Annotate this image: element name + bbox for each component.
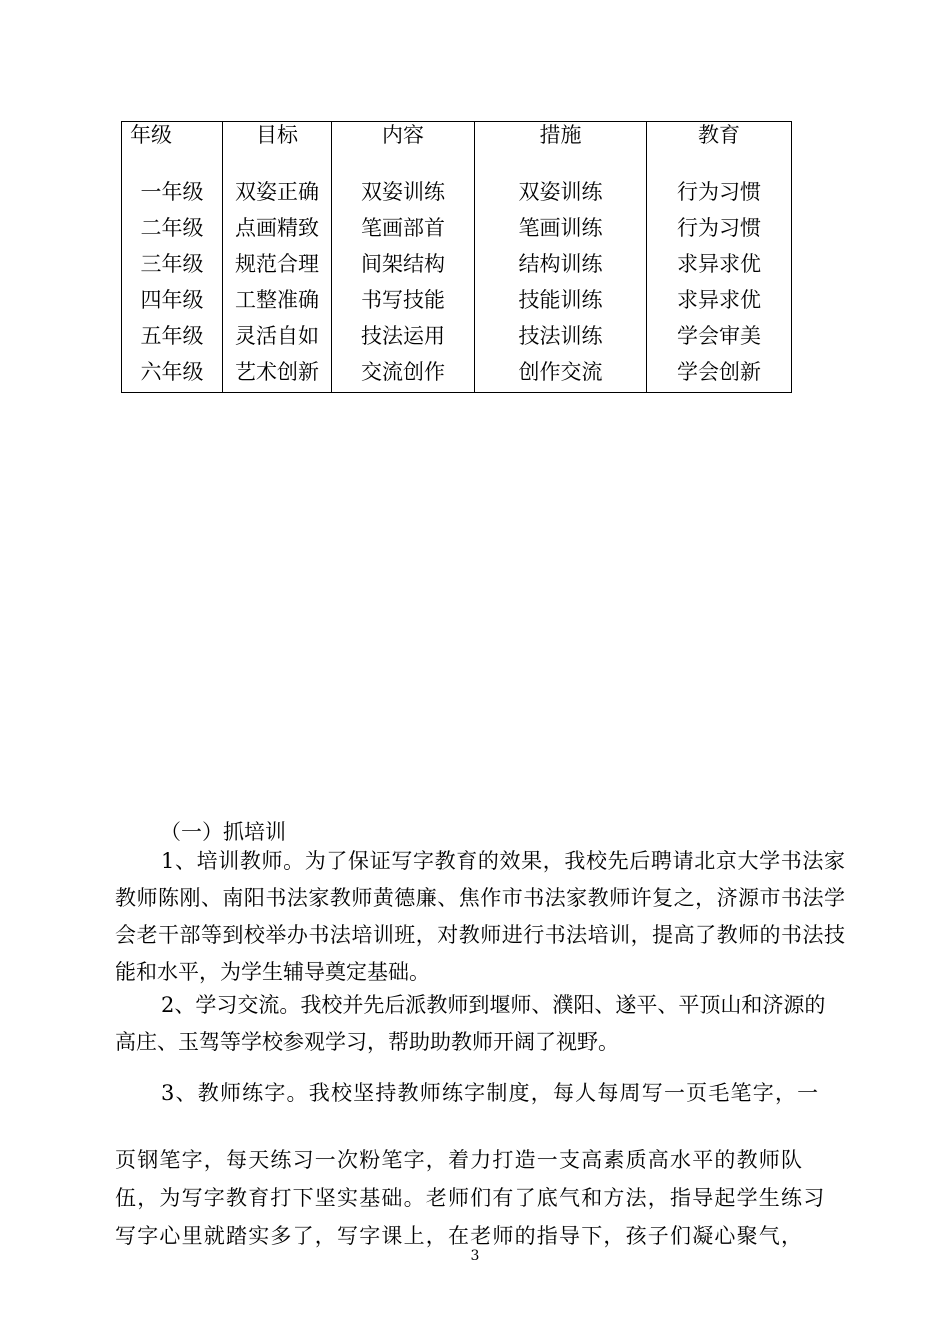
table-cell: 求异求优: [647, 282, 792, 318]
table-cell: 笔画训练: [475, 210, 647, 246]
table-cell: 交流创作: [332, 354, 475, 393]
table-cell: 双姿训练: [332, 174, 475, 210]
header-cell: 目标: [223, 122, 332, 175]
table-cell: 灵活自如: [223, 318, 332, 354]
table-cell: 双姿正确: [223, 174, 332, 210]
header-cell: 教育: [647, 122, 792, 175]
table-cell: 二年级: [122, 210, 223, 246]
paragraph-continuation: 页钢笔字，每天练习一次粉笔字，着力打造一支高素质高水平的教师队伍，为写字教育打下坚实基础。老师们有了底气和方法，指导起学生练习写字心里就踏实多了，写字课上，在老师的指导下，孩子们凝心聚气，: [115, 1148, 826, 1248]
table-cell: 间架结构: [332, 246, 475, 282]
table-header-row: [122, 122, 792, 175]
table-cell: 六年级: [122, 354, 223, 393]
table-cell: 书写技能: [332, 282, 475, 318]
table-cell: 规范合理: [223, 246, 332, 282]
table-cell: 双姿训练: [475, 174, 647, 210]
table-cell: 学会创新: [647, 354, 792, 393]
table-cell: 技能训练: [475, 282, 647, 318]
paragraph-first-line: 3、教师练字。我校坚持教师练字制度，每人每周写一页毛笔字，一: [161, 1081, 820, 1105]
table-cell: 工整准确: [223, 282, 332, 318]
header-cell: 年级: [122, 122, 223, 175]
table-cell: 结构训练: [475, 246, 647, 282]
section-heading: （一）抓培训: [160, 820, 286, 844]
paragraph-teacher-training: 1、培训教师。为了保证写字教育的效果，我校先后聘请北京大学书法家教师陈刚、南阳书法家教师黄德廉、焦作市书法家教师许复之，济源市书法学会老干部等到校举办书法培训班，对教师进行书法培训，提高了教师的书法技能和水平，为学生辅导奠定基础。: [115, 849, 845, 984]
table-cell: 求异求优: [647, 246, 792, 282]
table-cell: 技法运用: [332, 318, 475, 354]
table-cell: 行为习惯: [647, 210, 792, 246]
page-number: 3: [470, 1248, 480, 1264]
header-cell: 措施: [475, 122, 647, 175]
header-cell: 内容: [332, 122, 475, 175]
table-row: [122, 246, 792, 282]
table-cell: 技法训练: [475, 318, 647, 354]
paragraph-study-exchange: 2、学习交流。我校并先后派教师到堰师、濮阳、遂平、平顶山和济源的高庄、玉驾等学校参观学习，帮助助教师开阔了视野。: [115, 993, 826, 1054]
table-cell: 行为习惯: [647, 174, 792, 210]
table-row: [122, 318, 792, 354]
paragraph-teacher-practice: [115, 1074, 845, 1255]
table-cell: 一年级: [122, 174, 223, 210]
table-row: [122, 210, 792, 246]
table-cell: 学会审美: [647, 318, 792, 354]
table-row: [122, 174, 792, 210]
table-cell: 创作交流: [475, 354, 647, 393]
table-cell: 五年级: [122, 318, 223, 354]
table-row: [122, 282, 792, 318]
table-cell: 艺术创新: [223, 354, 332, 393]
table-row: [122, 354, 792, 393]
table-cell: 四年级: [122, 282, 223, 318]
table-cell: 点画精致: [223, 210, 332, 246]
table-cell: 笔画部首: [332, 210, 475, 246]
table-cell: 三年级: [122, 246, 223, 282]
grade-plan-table: [121, 121, 792, 393]
